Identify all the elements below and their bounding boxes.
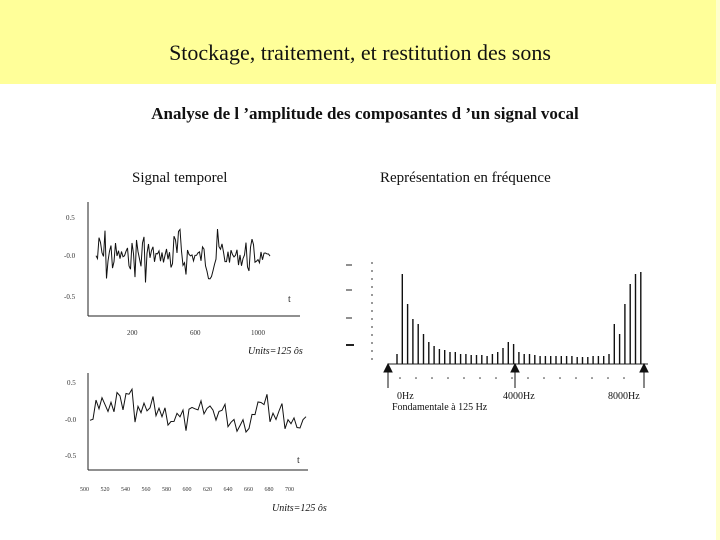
frequency-arrows <box>384 364 648 388</box>
top-xtick: 600 <box>190 329 201 337</box>
bottom-waveform-line <box>90 389 306 432</box>
figure-title: Analyse de l ’amplitude des composantes d ’un signal vocal <box>151 104 579 123</box>
bottom-units: Units=125 ôs <box>272 503 327 514</box>
freq-label-4000hz: 4000Hz <box>503 391 535 402</box>
spectrum-dot-tick <box>527 377 529 379</box>
spectrum-dot-tick <box>623 377 625 379</box>
spectrum-dot-tick <box>447 377 449 379</box>
top-units: Units=125 ôs <box>248 346 303 357</box>
bottom-xtick: 700 <box>285 487 294 493</box>
frequency-title: Représentation en fréquence <box>380 170 551 186</box>
top-t-axis-label: t <box>288 294 291 305</box>
bottom-xtick: 680 <box>264 487 274 493</box>
bottom-xtick: 500 <box>80 487 89 493</box>
spectrum-dot-tick <box>479 377 481 379</box>
top-ytick: -0.0 <box>64 252 76 260</box>
bottom-ytick: -0.5 <box>65 452 77 460</box>
spectrum-dot-tick <box>463 377 465 379</box>
bottom-xtick: 540 <box>121 487 130 493</box>
spectrum-dot-tick <box>495 377 497 379</box>
top-xtick: 200 <box>127 329 138 337</box>
spectrum-dot-tick <box>431 377 433 379</box>
bottom-ytick: -0.0 <box>65 416 77 424</box>
freq-label-0hz: 0Hz <box>397 391 414 402</box>
bottom-ytick: 0.5 <box>67 379 76 387</box>
bottom-t-axis-label: t <box>297 455 300 466</box>
spectrum-dot-tick <box>511 377 513 379</box>
top-xtick: 1000 <box>251 329 265 337</box>
top-ytick: -0.5 <box>64 293 76 301</box>
bottom-xtick: 560 <box>141 487 151 493</box>
bottom-xtick: 520 <box>100 487 110 493</box>
spectrum-dot-tick <box>591 377 593 379</box>
spectrum-dot-tick <box>399 377 401 379</box>
spectrum-dot-tick <box>415 377 417 379</box>
fundamental-label: Fondamentale à 125 Hz <box>392 402 488 413</box>
slide-title: Stockage, traitement, et restitution des sons <box>169 40 551 65</box>
bottom-xtick: 660 <box>244 487 253 493</box>
bottom-xtick: 600 <box>182 487 192 493</box>
freq-label-8000hz: 8000Hz <box>608 391 640 402</box>
bottom-xtick: 620 <box>203 487 212 493</box>
spectrum-dot-ticks <box>399 377 625 379</box>
spectrum-dot-tick <box>559 377 561 379</box>
spectrum-dot-tick <box>575 377 577 379</box>
spectrum-dot-tick <box>607 377 609 379</box>
bottom-xtick: 580 <box>162 487 171 493</box>
spectrum-bars <box>397 272 641 364</box>
right-edge-band <box>716 0 720 540</box>
top-waveform-line <box>96 229 270 283</box>
signal-temporel-title: Signal temporel <box>132 170 228 186</box>
spectrum-dot-tick <box>543 377 545 379</box>
top-ytick: 0.5 <box>66 214 75 222</box>
bottom-xtick: 640 <box>223 487 233 493</box>
